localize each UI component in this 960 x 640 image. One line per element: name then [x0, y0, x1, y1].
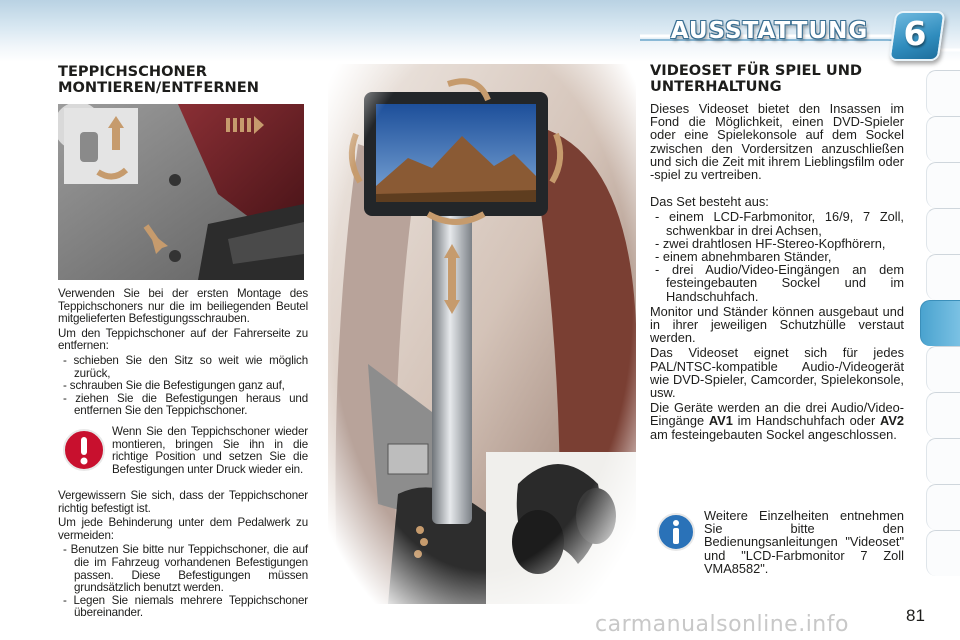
warning-icon	[62, 428, 106, 472]
chapter-number: 6	[903, 14, 927, 53]
floor-mat-text	[58, 288, 308, 420]
chapter-tab[interactable]	[926, 392, 960, 438]
storage-text: Monitor und Ständer können ausgebaut und in ihrer jeweiligen Schutzhülle verstaut werden.	[650, 303, 904, 346]
remove-steps	[58, 355, 308, 418]
list-item: - einem LCD-Farbmonitor, 16/9, 7 Zoll, schwenkbar in drei Achsen,	[650, 210, 904, 236]
videoset-heading: VIDEOSET FÜR SPIEL UND UNTERHALTUNG	[650, 62, 863, 95]
warning-text: Wenn Sie den Teppichschoner wieder montieren, bringen Sie ihn in die richtige Position und setzen Sie die Befestigungen unter Druck wieder ein.	[112, 425, 308, 476]
videoset-intro: Dieses Videoset bietet den Insassen im Fond die Möglichkeit, einen DVD-Spieler oder eine Spielekonsole auf dem Sockel zwischen den Vordersitzen anzuschließen und sich die Zeit mit ihrem Lieblingsfilm oder -spiel zu vertreiben.	[650, 101, 904, 183]
chapter-tab-active[interactable]	[920, 300, 960, 346]
avoid-steps	[58, 544, 308, 620]
floor-mat-remove-intro: Um den Teppichschoner auf der Fahrerseite zu entfernen:	[58, 326, 308, 353]
chapter-tab[interactable]	[926, 208, 960, 254]
chapter-tab[interactable]	[926, 346, 960, 392]
info-text-block	[704, 509, 904, 577]
chapter-tab[interactable]	[926, 484, 960, 530]
warning-text-block	[112, 426, 308, 478]
chapter-tab[interactable]	[926, 254, 960, 300]
floor-mat-illustration	[58, 104, 304, 280]
watermark: carmanualsonline.info	[595, 612, 849, 637]
av2-label: AV2	[880, 413, 904, 429]
set-intro: Das Set besteht aus:	[650, 194, 769, 210]
floor-mat-heading: TEPPICHSCHONER MONTIEREN/ENTFERNEN	[58, 63, 259, 96]
floor-mat-text-continued	[58, 490, 308, 622]
list-item: - Legen Sie niemals mehrere Teppichschoner übereinander.	[58, 595, 308, 620]
chapter-tab[interactable]	[926, 116, 960, 162]
videoset-text	[650, 102, 904, 443]
list-item: - Benutzen Sie bitte nur Teppichschoner, die auf die im Fahrzeug vorhandenen Befestigungen passen. Diese Befestigungen müssen grundsätzlich benutzt werden.	[58, 544, 308, 594]
info-text: Weitere Einzelheiten entnehmen Sie bitte den Bedienungsanleitungen "Videoset" und "LCD-Farbmonitor 7 Zoll VMA8582".	[704, 508, 904, 576]
compat-text: Das Videoset eignet sich für jedes PAL/NTSC-kompatible Audio-/Videogerät wie DVD-Spieler, Camcorder, Spielekonsole, usw.	[650, 345, 904, 401]
connect-text: Die Geräte werden an die drei Audio/Video-Eingänge AV1 im Handschuhfach oder AV2 am festeingebauten Sockel angeschlossen.	[650, 400, 904, 442]
list-item: - schrauben Sie die Befestigungen ganz auf,	[58, 380, 308, 393]
chapter-tab[interactable]	[926, 70, 960, 116]
chapter-tab[interactable]	[926, 162, 960, 208]
floor-mat-intro: Verwenden Sie bei der ersten Montage des Teppichschoners nur die im beiliegenden Beutel mitgelieferten Befestigungsschrauben.	[58, 287, 308, 326]
chapter-tab[interactable]	[926, 438, 960, 484]
list-item: - drei Audio/Video-Eingängen an dem festeingebauten Sockel und im Handschuhfach.	[650, 263, 904, 303]
check-text: Vergewissern Sie sich, dass der Teppichschoner richtig befestigt ist.	[58, 489, 308, 515]
avoid-intro: Um jede Behinderung unter dem Pedalwerk zu vermeiden:	[58, 516, 308, 542]
chapter-tabs	[926, 70, 960, 570]
set-items	[650, 210, 904, 302]
list-item: - zwei drahtlosen HF-Stereo-Kopfhörern,	[650, 237, 904, 250]
page-number: 81	[906, 606, 925, 625]
list-item: - einem abnehmbaren Ständer,	[650, 250, 904, 263]
chapter-tab[interactable]	[926, 530, 960, 576]
chapter-title: AUSSTATTUNG	[670, 18, 869, 44]
info-icon	[656, 512, 696, 552]
list-item: - ziehen Sie die Befestigungen heraus und entfernen Sie den Teppichschoner.	[58, 393, 308, 418]
videoset-photo	[328, 64, 636, 604]
av1-label: AV1	[708, 413, 733, 429]
list-item: - schieben Sie den Sitz so weit wie möglich zurück,	[58, 355, 308, 380]
